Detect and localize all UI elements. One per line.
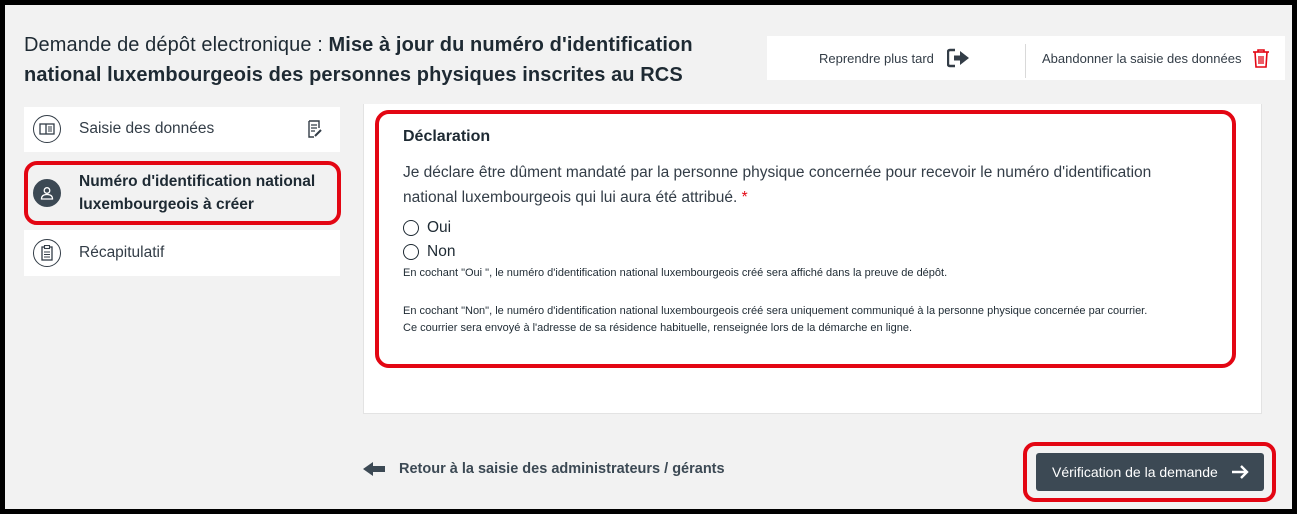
note-oui: En cochant "Oui ", le numéro d'identification national luxembourgeois créé sera affiché dans la preuve de dépôt.	[403, 267, 948, 279]
sidebar-item-label: Saisie des données	[79, 120, 215, 137]
note-non-line-2: Ce courrier sera envoyé à l'adresse de sa résidence habituelle, renseignée lors de la démarche en ligne.	[403, 322, 913, 334]
clipboard-icon	[33, 239, 61, 267]
resume-later-label: Reprendre plus tard	[819, 50, 934, 66]
page-title	[24, 30, 744, 90]
declaration-text: Je déclare être dûment mandaté par la personne physique concernée pour recevoir le numéro d'identification national luxembourgeois qui lui aura été attribué.	[403, 164, 1152, 206]
sidebar-item-label: Numéro d'identification national luxembourgeois à créer	[79, 173, 316, 213]
resume-later-button[interactable]	[819, 36, 971, 80]
highlight-active-step	[24, 161, 341, 225]
highlight-verify-button	[1023, 442, 1276, 502]
title-procedure: Mise à jour du numéro d'identification national luxembourgeois des personnes physiques inscrites au RCS	[24, 34, 693, 86]
sidebar-item-recapitulatif[interactable]	[24, 230, 340, 276]
declaration-title: Déclaration	[403, 128, 491, 145]
back-link-label: Retour à la saisie des administrateurs / gérants	[399, 461, 725, 477]
edit-list-icon	[307, 120, 323, 143]
panel-icon	[33, 115, 61, 143]
header-actions	[767, 36, 1285, 80]
radio-label: Non	[427, 243, 456, 260]
page-header	[5, 5, 1292, 104]
abandon-button[interactable]	[1042, 36, 1270, 80]
required-mark: *	[741, 189, 748, 206]
title-prefix: Demande de dépôt electronique :	[24, 34, 329, 56]
arrow-left-icon	[363, 461, 385, 477]
sidebar-item-label: Récapitulatif	[79, 244, 165, 261]
verify-button-label: Vérification de la demande	[1052, 464, 1218, 480]
note-non-line-1: En cochant "Non", le numéro d'identification national luxembourgeois créé sera uniquement communiqué à la personne physique concernée par courrier.	[403, 305, 1148, 317]
sign-out-icon	[947, 48, 971, 68]
sidebar-item-saisie[interactable]	[24, 107, 340, 152]
radio-circle[interactable]	[403, 220, 419, 236]
radio-label: Oui	[427, 219, 452, 236]
actions-divider	[1025, 44, 1026, 78]
declaration-statement	[403, 160, 1203, 210]
back-link[interactable]	[363, 461, 725, 477]
radio-oui[interactable]	[403, 219, 451, 237]
radio-circle[interactable]	[403, 244, 419, 260]
note-non	[403, 303, 1223, 337]
trash-icon	[1252, 48, 1270, 68]
abandon-label: Abandonner la saisie des données	[1042, 50, 1242, 66]
radio-non[interactable]	[403, 243, 455, 261]
